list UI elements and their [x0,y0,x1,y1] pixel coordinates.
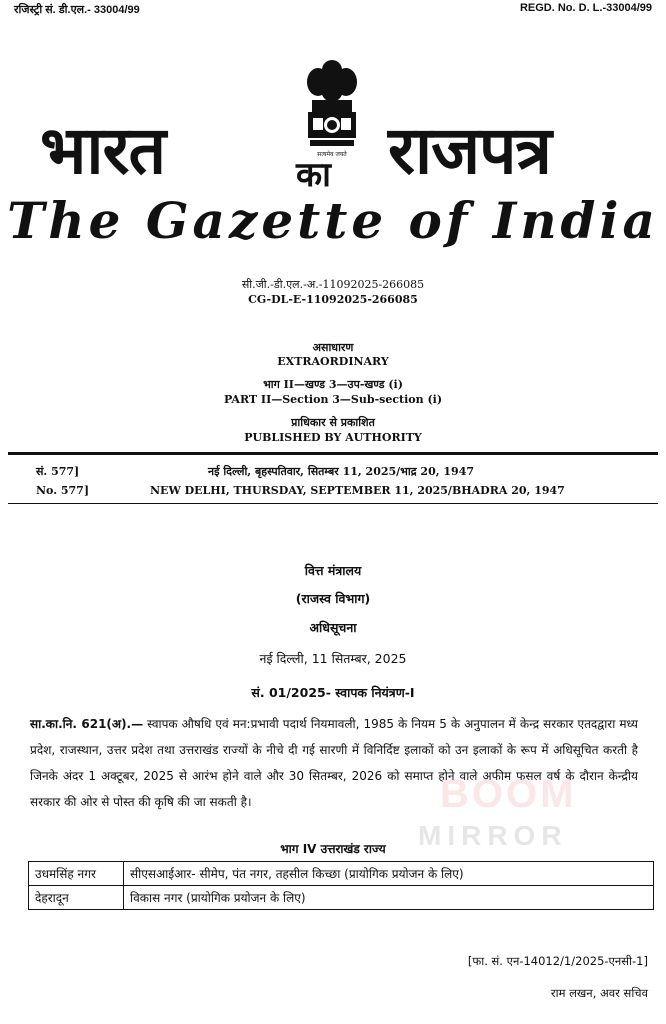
divider-bottom [8,503,658,504]
issue-date-hindi: नई दिल्ली, बृहस्पतिवार, सितम्बर 11, 2025/भाद्र 20, 1947 [208,465,475,478]
areas-table [28,861,654,910]
table-heading: भाग IV उत्तराखंड राज्य [280,842,386,856]
emblem-motto: सत्यमेव जयते [317,151,347,158]
authority-label-hindi: प्राधिकार से प्रकाशित [291,416,375,429]
notification-title: अधिसूचना [309,620,357,635]
notification-place-date: नई दिल्ली, 11 सितम्बर, 2025 [259,651,407,666]
masthead-title-hindi-ka: का [296,155,331,195]
file-reference: [फा. सं. एन-14012/1/2025-एनसी-1] [467,954,648,968]
table-row [29,886,654,910]
part-section-hindi: भाग II—खण्ड 3—उप-खण्ड (i) [263,378,403,391]
watermark-line1: BOOM [440,772,577,816]
department-name: (राजस्व विभाग) [295,591,371,606]
notification-body-text: स्वापक औषधि एवं मन:प्रभावी पदार्थ नियमावली, 1985 के नियम 5 के अनुपालन में केन्द्र सरकार एतदद्वारा मध्य प्रदेश, राजस्थान, उत्तर प्रदेश तथा उत्तराखंड राज्यों के नीचे दी गई सारणी में विनिर्दिष्ट इलाकों को उन इलाकों के रूप में अधिसूचित करती है जिनके अंदर 1 अक्टूबर, 2025 से आरंभ होने वाले और 30 सितम्बर, 2026 को समाप्त होने वाले अफीम फसल वर्ष के दौरान केन्द्रीय सरकार की ओर से पोस्त की कृषि की जा सकती है। [30,717,638,809]
table-cell-district: उधमसिंह नगर [29,862,124,886]
part-section-english: PART II—Section 3—Sub-section (i) [223,393,443,406]
table-cell-district: देहरादून [29,886,124,910]
notification-number: सं. 01/2025- स्वापक नियंत्रण-I [251,685,415,700]
signatory: राम लखन, अवर सचिव [550,986,648,1000]
watermark-line2: MIRROR [418,820,568,851]
divider-top [8,452,658,455]
registration-number-hindi: रजिस्ट्री सं. डी.एल.- 33004/99 [14,4,140,16]
authority-label-english: PUBLISHED BY AUTHORITY [244,431,422,444]
registration-number-english: REGD. No. D. L.-33004/99 [519,2,652,14]
issue-date-english: NEW DELHI, THURSDAY, SEPTEMBER 11, 2025/BHADRA 20, 1947 [150,484,565,497]
masthead-title-hindi-right: राजपत्र [388,112,551,189]
national-emblem-icon [296,56,368,156]
gazette-code-english: CG-DL-E-11092025-266085 [248,293,418,306]
ministry-name: वित्त मंत्रालय [304,563,362,578]
masthead-title-english: The Gazette of India [7,191,659,250]
gazette-code-hindi: सी.जी.-डी.एल.-अ.-11092025-266085 [241,278,425,291]
table-cell-area: सीएसआईआर- सीमेप, पंत नगर, तहसील किच्छा (प्रायोगिक प्रयोजन के लिए) [124,862,654,886]
issue-number-hindi: सं. 577] [36,465,80,478]
issue-number-english: No. 577] [36,484,90,497]
table-cell-area: विकास नगर (प्रायोगिक प्रयोजन के लिए) [124,886,654,910]
extraordinary-label-english: EXTRAORDINARY [277,355,389,368]
extraordinary-label-hindi: असाधारण [312,341,354,354]
notification-gsr-number: सा.का.नि. 621(अ).— [30,717,144,731]
masthead-title-hindi-left: भारत [40,112,166,189]
table-row [29,862,654,886]
